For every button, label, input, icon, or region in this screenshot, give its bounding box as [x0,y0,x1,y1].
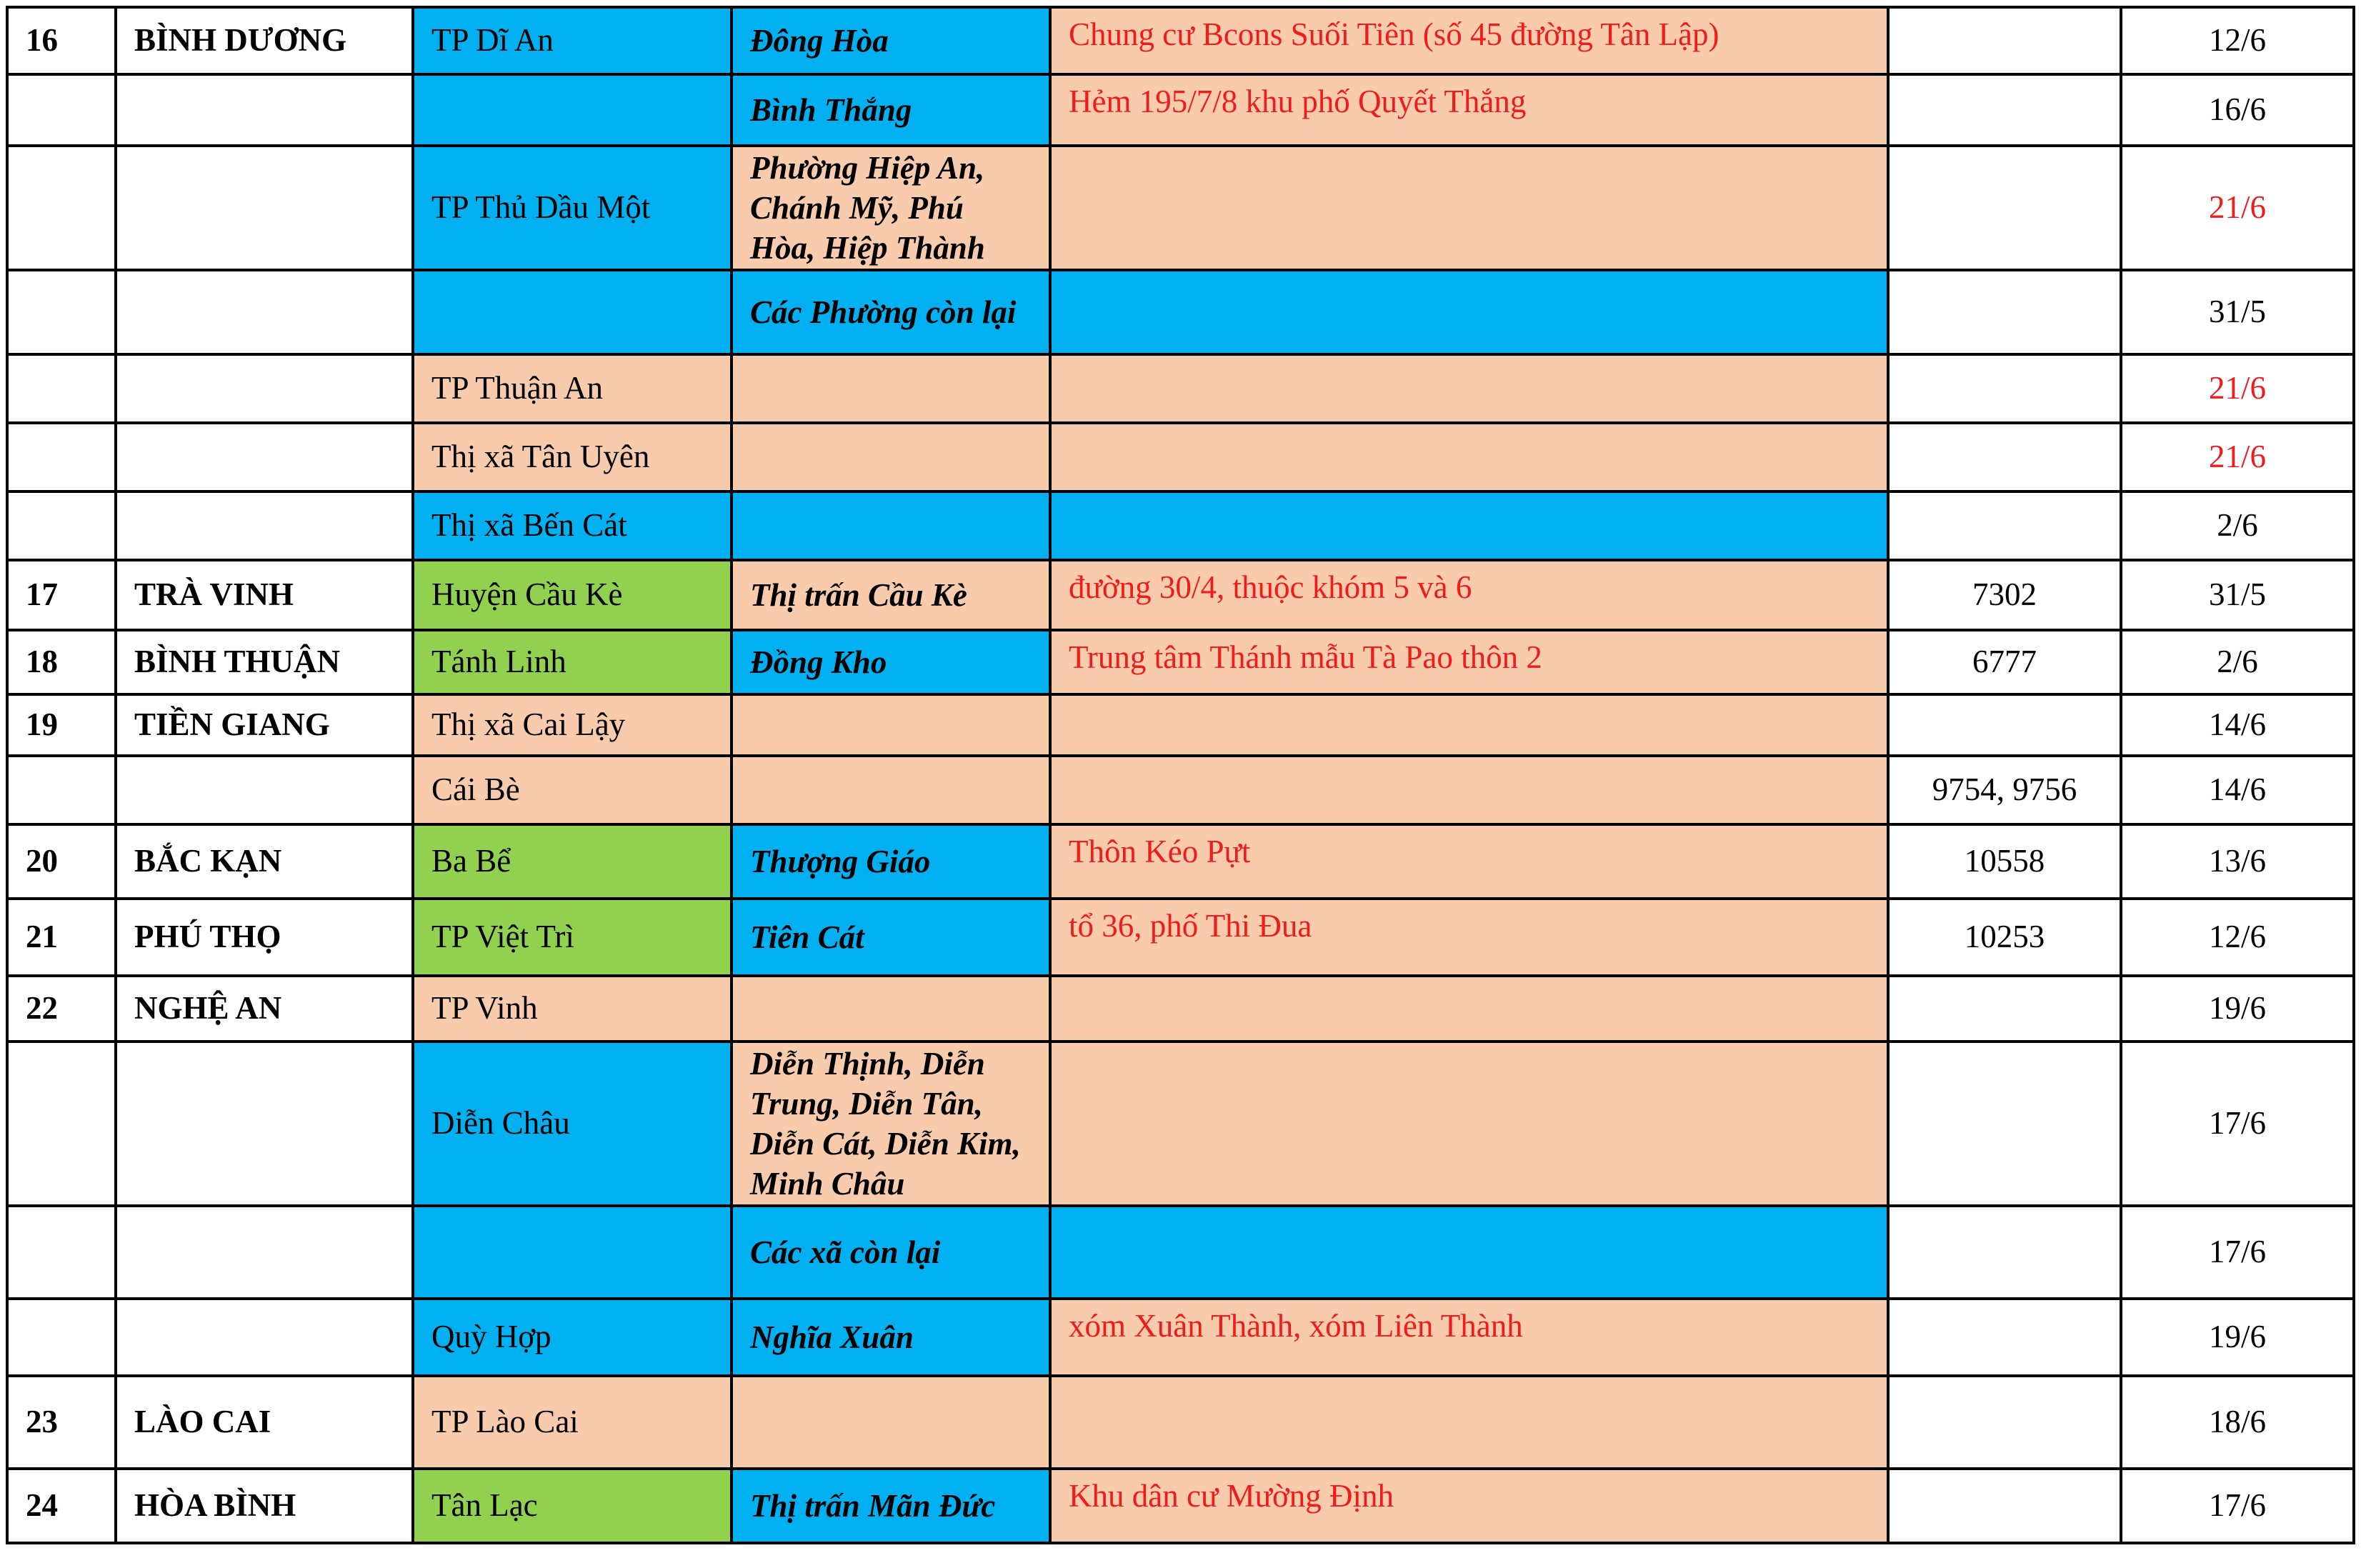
table-row [7,270,2354,354]
address-text: Khu dân cư Mường Định [1050,1469,1888,1543]
case-code [1888,270,2121,354]
case-code [1888,354,2121,423]
date-value: 2/6 [2121,491,2354,560]
table-row [7,354,2354,423]
address-text [1050,270,1888,354]
district-name: TP Vinh [413,976,732,1042]
district-name: Ba Bể [413,824,732,899]
row-number [7,270,116,354]
case-code [1888,976,2121,1042]
date-value: 12/6 [2121,899,2354,976]
row-number [7,146,116,270]
ward-name: Đông Hòa [732,7,1050,74]
table-row [7,423,2354,491]
ward-name: Thị trấn Cầu Kè [732,560,1050,630]
address-text [1050,1376,1888,1469]
table-row [7,824,2354,899]
address-text [1050,756,1888,824]
date-value: 14/6 [2121,694,2354,756]
case-code: 7302 [1888,560,2121,630]
case-code: 9754, 9756 [1888,756,2121,824]
ward-name [732,423,1050,491]
district-name [413,1206,732,1299]
province-name: NGHỆ AN [116,976,413,1042]
date-value: 12/6 [2121,7,2354,74]
address-text [1050,354,1888,423]
ward-name [732,976,1050,1042]
address-text: tổ 36, phố Thi Đua [1050,899,1888,976]
address-text: xóm Xuân Thành, xóm Liên Thành [1050,1299,1888,1376]
ward-name: Các xã còn lại [732,1206,1050,1299]
district-name: Thị xã Bến Cát [413,491,732,560]
ward-name: Phường Hiệp An, Chánh Mỹ, Phú Hòa, Hiệp Thành [732,146,1050,270]
province-name [116,146,413,270]
district-name: Quỳ Hợp [413,1299,732,1376]
district-name: TP Dĩ An [413,7,732,74]
province-name [116,354,413,423]
table-row [7,1042,2354,1206]
case-code [1888,694,2121,756]
date-value: 17/6 [2121,1469,2354,1543]
case-code [1888,1376,2121,1469]
province-name [116,1299,413,1376]
table-row [7,1206,2354,1299]
province-name: HÒA BÌNH [116,1469,413,1543]
province-name [116,270,413,354]
district-name: Thị xã Tân Uyên [413,423,732,491]
row-number [7,1042,116,1206]
table-row [7,899,2354,976]
ward-name: Bình Thắng [732,74,1050,146]
date-value: 19/6 [2121,976,2354,1042]
row-number [7,423,116,491]
district-name: TP Lào Cai [413,1376,732,1469]
province-name [116,74,413,146]
ward-name [732,354,1050,423]
row-number: 16 [7,7,116,74]
date-value: 18/6 [2121,1376,2354,1469]
province-name [116,756,413,824]
row-number: 23 [7,1376,116,1469]
date-value: 21/6 [2121,354,2354,423]
district-name [413,270,732,354]
case-code [1888,1299,2121,1376]
row-number: 19 [7,694,116,756]
province-name: BÌNH DƯƠNG [116,7,413,74]
table-row [7,756,2354,824]
ward-name: Đồng Kho [732,630,1050,694]
table-row [7,74,2354,146]
row-number: 18 [7,630,116,694]
table-row [7,694,2354,756]
row-number [7,1206,116,1299]
table-row [7,630,2354,694]
district-name: Thị xã Cai Lậy [413,694,732,756]
case-code [1888,423,2121,491]
address-text [1050,1042,1888,1206]
province-name [116,1206,413,1299]
date-value: 21/6 [2121,146,2354,270]
table-row [7,560,2354,630]
district-name: Huyện Cầu Kè [413,560,732,630]
case-code: 10558 [1888,824,2121,899]
table-row [7,1299,2354,1376]
address-text [1050,146,1888,270]
row-number [7,491,116,560]
date-value: 14/6 [2121,756,2354,824]
date-value: 17/6 [2121,1042,2354,1206]
district-name: Tánh Linh [413,630,732,694]
province-name: LÀO CAI [116,1376,413,1469]
ward-name [732,756,1050,824]
district-name [413,74,732,146]
address-text: Thôn Kéo Pựt [1050,824,1888,899]
ward-name [732,1376,1050,1469]
address-text: Chung cư Bcons Suối Tiên (số 45 đường Tân Lập) [1050,7,1888,74]
address-text [1050,1206,1888,1299]
row-number [7,74,116,146]
district-name: Cái Bè [413,756,732,824]
ward-name: Thượng Giáo [732,824,1050,899]
case-code [1888,1206,2121,1299]
address-text [1050,976,1888,1042]
table-row [7,146,2354,270]
address-text [1050,423,1888,491]
table-row [7,491,2354,560]
district-name: Tân Lạc [413,1469,732,1543]
case-code [1888,74,2121,146]
province-name: TRÀ VINH [116,560,413,630]
date-value: 16/6 [2121,74,2354,146]
row-number: 22 [7,976,116,1042]
date-value: 21/6 [2121,423,2354,491]
ward-name: Tiên Cát [732,899,1050,976]
date-value: 2/6 [2121,630,2354,694]
address-text: đường 30/4, thuộc khóm 5 và 6 [1050,560,1888,630]
address-text [1050,491,1888,560]
district-name: TP Việt Trì [413,899,732,976]
row-number: 24 [7,1469,116,1543]
row-number [7,354,116,423]
date-value: 31/5 [2121,270,2354,354]
address-text: Hẻm 195/7/8 khu phố Quyết Thắng [1050,74,1888,146]
row-number: 20 [7,824,116,899]
outbreak-table [6,6,2355,1544]
ward-name: Các Phường còn lại [732,270,1050,354]
province-name: TIỀN GIANG [116,694,413,756]
ward-name: Diễn Thịnh, Diễn Trung, Diễn Tân, Diễn Cát, Diễn Kim, Minh Châu [732,1042,1050,1206]
address-text [1050,694,1888,756]
province-name [116,1042,413,1206]
case-code [1888,1469,2121,1543]
case-code [1888,146,2121,270]
case-code [1888,7,2121,74]
province-name: PHÚ THỌ [116,899,413,976]
date-value: 17/6 [2121,1206,2354,1299]
case-code [1888,1042,2121,1206]
table-row [7,976,2354,1042]
date-value: 31/5 [2121,560,2354,630]
table-row [7,7,2354,74]
district-name: Diễn Châu [413,1042,732,1206]
province-name [116,423,413,491]
date-value: 13/6 [2121,824,2354,899]
row-number: 17 [7,560,116,630]
ward-name: Nghĩa Xuân [732,1299,1050,1376]
address-text: Trung tâm Thánh mẫu Tà Pao thôn 2 [1050,630,1888,694]
district-name: TP Thuận An [413,354,732,423]
province-name [116,491,413,560]
province-name: BẮC KẠN [116,824,413,899]
ward-name [732,694,1050,756]
case-code: 10253 [1888,899,2121,976]
table-row [7,1376,2354,1469]
case-code: 6777 [1888,630,2121,694]
date-value: 19/6 [2121,1299,2354,1376]
province-name: BÌNH THUẬN [116,630,413,694]
district-name: TP Thủ Dầu Một [413,146,732,270]
row-number [7,756,116,824]
row-number [7,1299,116,1376]
ward-name [732,491,1050,560]
ward-name: Thị trấn Mãn Đức [732,1469,1050,1543]
row-number: 21 [7,899,116,976]
table-row [7,1469,2354,1543]
case-code [1888,491,2121,560]
